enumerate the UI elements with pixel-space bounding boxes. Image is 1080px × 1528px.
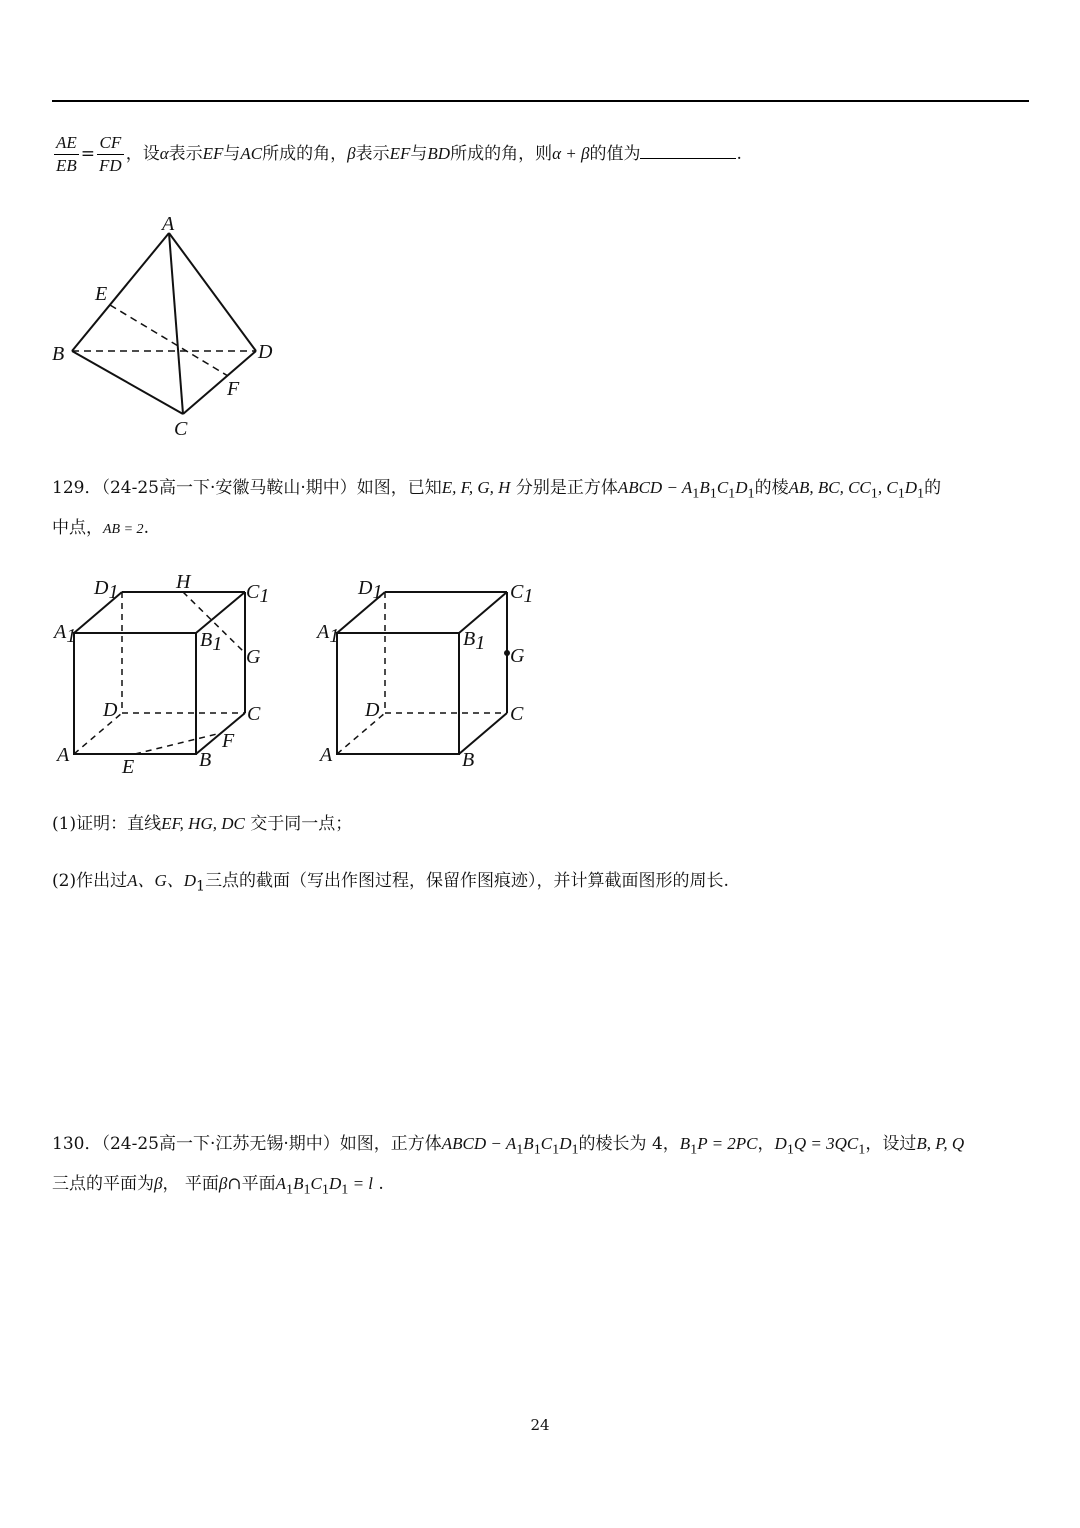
text: 与 xyxy=(410,144,428,164)
subscript: 1 xyxy=(897,485,905,502)
text: ， xyxy=(757,1134,775,1154)
math-ab-equals-2: AB = 2 xyxy=(103,522,144,537)
subscript: 1 xyxy=(728,485,736,502)
subscript: 1 xyxy=(321,1181,329,1198)
text: . xyxy=(373,1174,384,1194)
label-c: C xyxy=(247,703,261,725)
subscript: 1 xyxy=(858,1141,866,1158)
math-part: P = 2PC xyxy=(697,1134,758,1153)
text: . xyxy=(143,518,149,538)
text: 的棱 xyxy=(754,478,789,498)
math-part: D xyxy=(559,1134,572,1153)
text: 交于同一点； xyxy=(250,814,353,834)
math-part: A xyxy=(275,1174,286,1193)
text: 所成的角， xyxy=(262,144,348,164)
math-intersect: ∩ xyxy=(227,1174,242,1194)
subscript: 1 xyxy=(690,1141,698,1158)
text: 所成的角，则 xyxy=(450,144,553,164)
text: 与 xyxy=(223,144,241,164)
math-points-bpq: B, P, Q xyxy=(916,1134,965,1153)
math-beta: β xyxy=(218,1174,228,1193)
math-part: B xyxy=(293,1174,304,1193)
text: 的 xyxy=(924,478,942,498)
label-d: D xyxy=(365,699,380,721)
text: 分别是正方体 xyxy=(515,478,618,498)
label-c: C xyxy=(174,418,188,440)
label-a: A xyxy=(162,213,175,235)
subscript: 1 xyxy=(341,1181,349,1198)
math-beta: β xyxy=(347,144,356,163)
math-lines: EF, HG, DC xyxy=(161,814,245,833)
label-b1: B1 xyxy=(200,629,223,655)
math-part: D xyxy=(328,1174,342,1193)
math-part: B xyxy=(679,1134,691,1153)
subscript: 1 xyxy=(533,1141,541,1158)
math-ac: AC xyxy=(240,144,263,163)
subscript: 1 xyxy=(692,485,700,502)
edge-bc xyxy=(196,713,245,754)
edge-bc xyxy=(459,713,507,754)
label-b: B xyxy=(199,749,212,771)
subscript: 1 xyxy=(709,485,717,502)
math-alpha-plus-beta: α + β xyxy=(552,144,590,163)
text: . xyxy=(736,144,742,164)
label-g: G xyxy=(510,645,525,667)
math-part: C xyxy=(540,1134,553,1153)
label-c: C xyxy=(510,703,524,725)
label-a: A xyxy=(320,744,333,766)
subscript: 1 xyxy=(285,1181,294,1198)
label-d: D xyxy=(258,341,273,363)
math-beta: β xyxy=(154,1174,163,1193)
frac-numerator: AE xyxy=(54,132,79,155)
label-c1: C1 xyxy=(246,581,270,607)
math-alpha: α xyxy=(159,144,169,163)
cube-figure-1 xyxy=(52,571,269,778)
math-part: ABCD − A xyxy=(441,1134,517,1153)
subscript: 1 xyxy=(196,878,206,895)
math-part: C xyxy=(716,478,729,497)
q129-part2 xyxy=(52,869,729,898)
text: 中点， xyxy=(52,518,103,538)
label-h: H xyxy=(176,571,191,593)
edge-b1c1 xyxy=(196,592,245,633)
math-part: AB, BC, CC xyxy=(788,478,871,497)
label-b: B xyxy=(462,749,475,771)
equals-sign: = xyxy=(80,144,96,164)
label-d1: D1 xyxy=(358,577,383,603)
subscript: 1 xyxy=(917,485,925,502)
math-part: C xyxy=(310,1174,322,1193)
page-number: 24 xyxy=(530,1416,550,1434)
text: 的值为 xyxy=(589,144,641,164)
math-cube-name xyxy=(441,1134,579,1158)
label-e: E xyxy=(122,756,135,778)
subscript: 1 xyxy=(571,1141,579,1158)
math-ef: EF xyxy=(202,144,224,163)
text: (1)证明：直线 xyxy=(52,814,162,834)
text: 三点的截面（写出作图过程，保留作图痕迹），并计算截面图形的周长. xyxy=(205,871,729,891)
math-part: D xyxy=(904,478,918,497)
math-part: D xyxy=(735,478,748,497)
subscript: 1 xyxy=(747,485,755,502)
label-b1: B1 xyxy=(463,628,486,654)
frac-denominator: FD xyxy=(99,156,122,175)
question-number: 130． xyxy=(52,1134,102,1154)
text: ，设过 xyxy=(865,1134,917,1154)
text: ，设 xyxy=(125,144,160,164)
label-c1: C1 xyxy=(510,581,534,607)
label-d: D xyxy=(103,699,118,721)
math-points-efgh: E, F, G, H xyxy=(441,478,511,497)
q129-part1 xyxy=(52,812,352,836)
cube-figure-2 xyxy=(315,577,533,771)
text: ， 平面 xyxy=(162,1174,219,1194)
math-part: , C xyxy=(877,478,898,497)
q130-line1 xyxy=(52,1132,964,1161)
math-part: Q = 3QC xyxy=(793,1134,859,1153)
text: 的棱长为 4， xyxy=(578,1134,680,1154)
question-source: （24-25高一下·安徽马鞍山·期中） xyxy=(101,478,357,498)
label-a1: A1 xyxy=(54,621,77,647)
math-part: ABCD − A xyxy=(617,478,693,497)
text: 三点的平面为 xyxy=(52,1174,154,1194)
subscript: 1 xyxy=(786,1141,794,1158)
front-face xyxy=(337,633,459,754)
label-d1: D1 xyxy=(94,577,119,603)
label-f: F xyxy=(222,730,235,752)
question-number: 129． xyxy=(52,478,102,498)
math-points: A、G、D xyxy=(127,871,197,890)
question-source: （24-25高一下·江苏无锡·期中） xyxy=(101,1134,340,1154)
math-part: D xyxy=(774,1134,787,1153)
math-bd: BD xyxy=(427,144,451,163)
label-a: A xyxy=(57,744,70,766)
text: (2)作出过 xyxy=(52,871,128,891)
math-ef: EF xyxy=(389,144,411,163)
frac-denominator: EB xyxy=(56,156,77,175)
text: 平面 xyxy=(241,1174,276,1194)
math-part: B xyxy=(523,1134,534,1153)
math-part: = l xyxy=(348,1174,374,1193)
math-d1q xyxy=(774,1134,866,1158)
subscript: 1 xyxy=(870,485,878,502)
math-plane-a1b1c1d1 xyxy=(275,1174,374,1198)
q130-line2 xyxy=(52,1172,384,1201)
subscript: 1 xyxy=(303,1181,311,1198)
subscript: 1 xyxy=(516,1141,524,1158)
label-a1: A1 xyxy=(317,621,340,647)
label-g: G xyxy=(246,646,261,668)
edge-b1c1 xyxy=(459,592,507,633)
text: 如图，已知 xyxy=(356,478,442,498)
text: 表示 xyxy=(355,144,390,164)
text: 如图，正方体 xyxy=(339,1134,442,1154)
label-b: B xyxy=(52,343,65,365)
label-e: E xyxy=(95,283,108,305)
frac-numerator: CF xyxy=(97,132,124,155)
text: 表示 xyxy=(168,144,203,164)
label-f: F xyxy=(227,378,240,400)
subscript: 1 xyxy=(552,1141,560,1158)
math-part: B xyxy=(699,478,710,497)
math-b1p xyxy=(679,1134,758,1158)
front-face xyxy=(74,633,196,754)
